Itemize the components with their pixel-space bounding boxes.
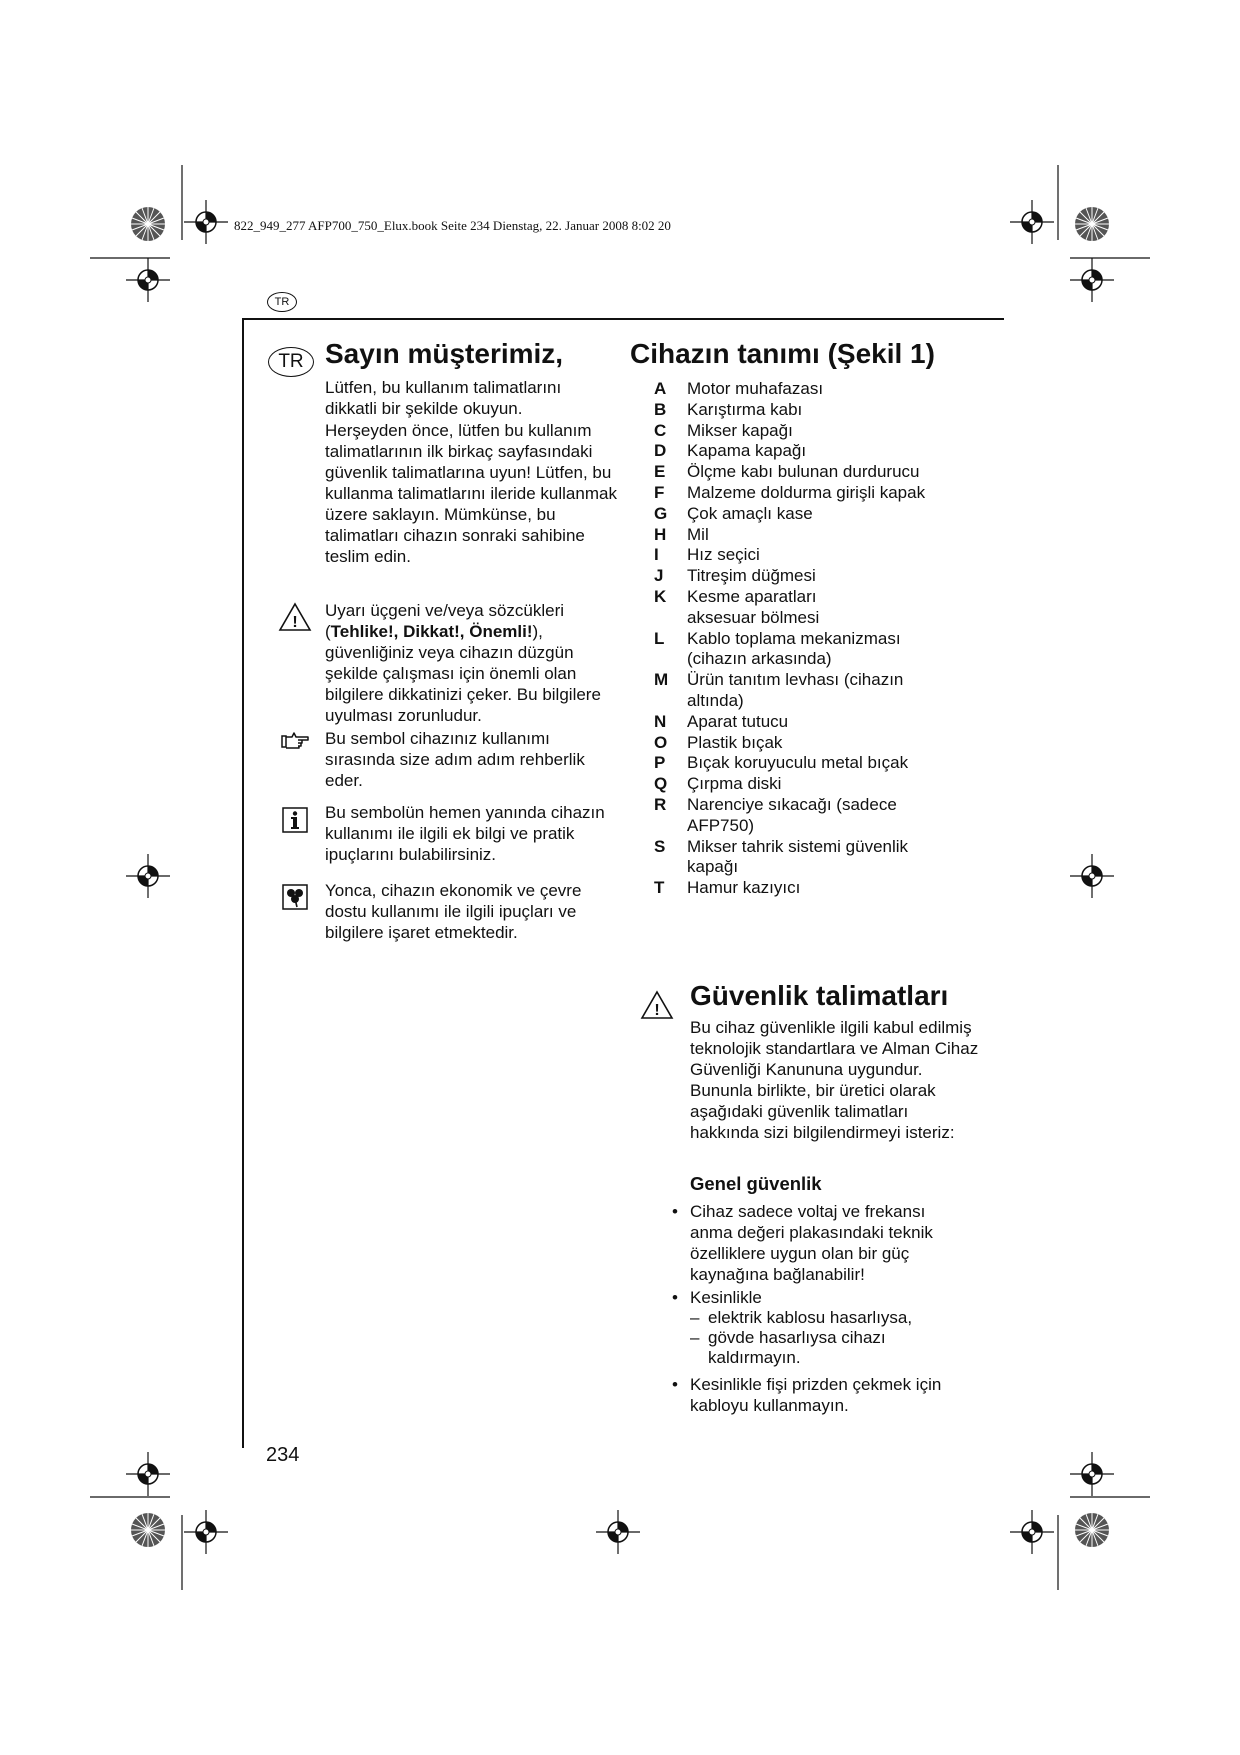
warning-triangle-icon (278, 602, 312, 632)
safety-title: Güvenlik talimatları (690, 980, 949, 1011)
part-item: G Çok amaçlı kase (654, 503, 813, 523)
part-item: R Narenciye sıkacağı (sadece AFP750) (654, 794, 897, 835)
part-item: J Titreşim düğmesi (654, 566, 816, 586)
intro-paragraph-2: Herşeyden önce, lütfen bu kullanım talimatlarının ilk birkaç sayfasındaki güvenlik talimatlarına uyun! Lütfen, bu kullanma talimatlarını ileride kullanmak üzere saklayın. Mümkünse, bu talimatları cihazın sonraki sahibine teslim edin. (325, 421, 617, 566)
registration-mark (126, 854, 170, 898)
info-symbol-paragraph: Bu sembolün hemen yanında cihazın kullanımı ile ilgili ek bilgi ve pratik ipuçlarını bulabilirsiniz. (325, 803, 605, 864)
registration-mark (1010, 1510, 1054, 1554)
svg-text:!: ! (292, 614, 298, 631)
part-item: N Aparat tutucu (654, 711, 789, 731)
svg-text:!: ! (654, 1002, 660, 1019)
color-target-mark (131, 207, 165, 241)
part-item: M Ürün tanıtım levhası (cihazın altında) (654, 670, 904, 710)
greeting-title: Sayın müşterimiz, (325, 338, 564, 369)
top-rule (242, 318, 1004, 320)
clover-icon (282, 884, 308, 910)
part-item: O Plastik bıçak (654, 732, 783, 752)
part-item: E Ölçme kabı bulunan durdurucu (654, 462, 920, 482)
list-item: • Kesinlikle fişi prizden çekmek için kabloyu kullanmayın. (672, 1375, 942, 1415)
registration-mark (1070, 258, 1114, 302)
parts-list (654, 379, 974, 899)
part-item: A Motor muhafazası (654, 379, 824, 398)
part-item: B Karıştırma kabı (654, 399, 803, 419)
part-item: F Malzeme doldurma girişli kapak (654, 482, 926, 502)
pointing-hand-icon (280, 730, 310, 750)
registration-mark (184, 1510, 228, 1554)
part-item: S Mikser tahrik sistemi güvenlik kapağı (654, 836, 909, 877)
device-description-title: Cihazın tanımı (Şekil 1) (630, 338, 935, 369)
registration-mark (184, 200, 228, 244)
color-target-mark (1075, 1513, 1109, 1547)
part-item: C Mikser kapağı (654, 420, 793, 440)
registration-mark (1070, 854, 1114, 898)
clover-symbol-paragraph: Yonca, cihazın ekonomik ve çevre dostu kullanımı ile ilgili ipuçları ve bilgilere işaret etmektedir. (325, 881, 582, 942)
warning-triangle-icon (640, 990, 674, 1020)
hand-symbol-paragraph: Bu sembol cihazınız kullanımı sırasında size adım adım rehberlik eder. (325, 729, 585, 790)
left-rule (242, 318, 244, 1448)
registration-mark (126, 1452, 170, 1496)
part-item: H Mil (654, 524, 709, 544)
color-target-mark (131, 1513, 165, 1547)
info-icon (282, 807, 308, 833)
sub-list-item: – elektrik kablosu hasarlıysa, (690, 1308, 913, 1327)
warning-keywords: Tehlike!, Dikkat!, Önemli! (330, 622, 533, 641)
part-item: Q Çırpma diski (654, 774, 782, 794)
part-item: D Kapama kapağı (654, 441, 807, 461)
registration-mark (596, 1510, 640, 1554)
color-target-mark (1075, 207, 1109, 241)
file-header-line: 822_949_277 AFP700_750_Elux.book Seite 234 Dienstag, 22. Januar 2008 8:02 20 (234, 218, 671, 233)
safety-bullet-list (672, 1201, 972, 1416)
part-item: L Kablo toplama mekanizması (cihazın arkasında) (654, 628, 901, 669)
language-badge-small: TR (267, 292, 297, 312)
warning-paragraph: Uyarı üçgeni ve/veya sözcükleri (Tehlike!, Dikkat!, Önemli!), güvenliğiniz veya cihazın düzgün şekilde çalışması için önemli olan bilgilere dikkatinizi çeker. Bu bilgilere uyulması zorunludur. (325, 601, 601, 725)
language-badge: TR (268, 347, 314, 377)
general-safety-heading: Genel güvenlik (690, 1173, 822, 1194)
page-number: 234 (266, 1444, 300, 1466)
registration-mark (1070, 1452, 1114, 1496)
registration-mark (1010, 200, 1054, 244)
list-item: • Kesinlikle – elektrik kablosu hasarlıysa, – gövde hasarlıysa cihazı kaldırmayın. (672, 1287, 972, 1368)
registration-mark (126, 258, 170, 302)
part-item: P Bıçak koruyuculu metal bıçak (654, 753, 909, 773)
sub-list-item: – gövde hasarlıysa cihazı kaldırmayın. (690, 1328, 886, 1367)
safety-intro-paragraph: Bu cihaz güvenlikle ilgili kabul edilmiş teknolojik standartlara ve Alman Cihaz Güvenliği Kanununa uygundur. Bununla birlikte, bir üretici olarak aşağıdaki güvenlik talimatları hakkında sizi bilgilendirmeyi isteriz: (690, 1018, 979, 1142)
list-item: • Cihaz sadece voltaj ve frekansı anma değeri plakasındaki teknik özelliklere uygun olan bir güç kaynağına bağlanabilir! (672, 1202, 933, 1284)
intro-paragraph-1: Lütfen, bu kullanım talimatlarını dikkatli bir şekilde okuyun. (325, 378, 562, 418)
part-item: K Kesme aparatları aksesuar bölmesi (654, 586, 820, 627)
part-item: T Hamur kazıyıcı (654, 878, 801, 898)
part-item: I Hız seçici (654, 545, 760, 565)
